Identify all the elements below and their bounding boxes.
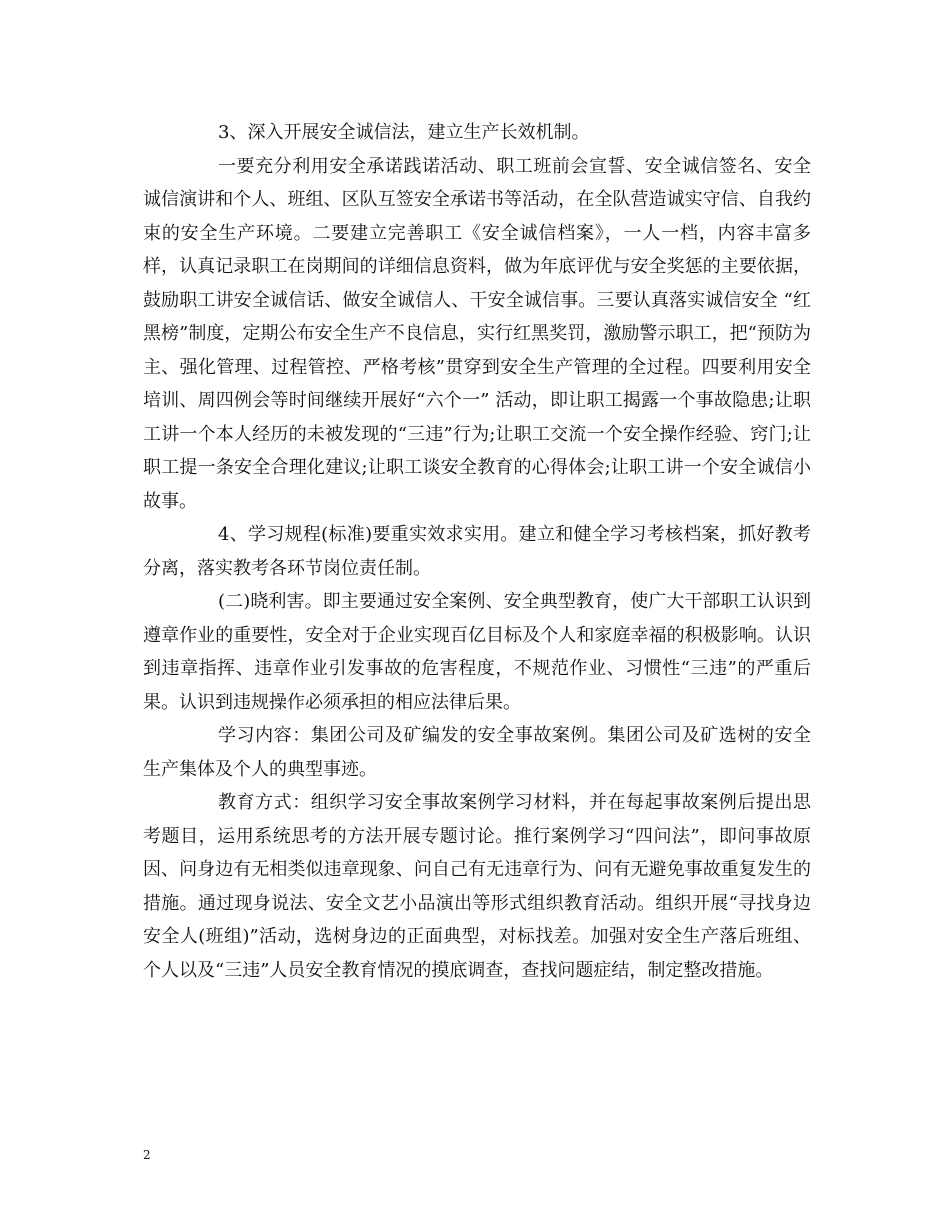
document-body — [143, 116, 811, 987]
paragraph-2: 一要充分利用安全承诺践诺活动、职工班前会宣誓、安全诚信签名、安全诚信演讲和个人、班组、区队互签安全承诺书等活动，在全队营造诚实守信、自我约束的安全生产环境。二要建立完善职工《安全诚信档案》，一人一档，内容丰富多样，认真记录职工在岗期间的详细信息资料，做为年底评优与安全奖惩的主要依据，鼓励职工讲安全诚信话、做安全诚信人、干安全诚信事。三要认真落实诚信安全 “红黑榜”制度，定期公布安全生产不良信息，实行红黑奖罚，激励警示职工，把“预防为主、强化管理、过程管控、严格考核”贯穿到安全生产管理的全过程。四要利用安全培训、周四例会等时间继续开展好“六个一” 活动，即让职工揭露一个事故隐患;让职工讲一个本人经历的未被发现的“三违”行为;让职工交流一个安全操作经验、窍门;让职工提一条安全合理化建议;让职工谈安全教育的心得体会;让职工讲一个安全诚信小故事。 — [143, 155, 811, 512]
page-number: 2 — [143, 1148, 151, 1162]
paragraph-5: 学习内容：集团公司及矿编发的安全事故案例。集团公司及矿选树的安全生产集体及个人的典型事迹。 — [143, 725, 811, 780]
paragraph-1: 3、深入开展安全诚信法，建立生产长效机制。 — [218, 122, 590, 143]
paragraph-6: 教育方式：组织学习安全事故案例学习材料，并在每起事故案例后提出思考题目，运用系统思考的方法开展专题讨论。推行案例学习“四问法”，即问事故原因、问身边有无相类似违章现象、问自己有无违章行为、问有无避免事故重复发生的措施。通过现身说法、安全文艺小品演出等形式组织教育活动。组织开展“寻找身边安全人(班组)”活动，选树身边的正面典型，对标找差。加强对安全生产落后班组、个人以及“三违”人员安全教育情况的摸底调查，查找问题症结，制定整改措施。 — [143, 792, 811, 981]
paragraph-4: (二)晓利害。即主要通过安全案例、安全典型教育，使广大干部职工认识到遵章作业的重要性，安全对于企业实现百亿目标及个人和家庭幸福的积极影响。认识到违章指挥、违章作业引发事故的危害程度，不规范作业、习惯性“三违”的严重后果。认识到违规操作必须承担的相应法律后果。 — [143, 591, 811, 713]
paragraph-3: 4、学习规程(标准)要重实效求实用。建立和健全学习考核档案，抓好教考分离，落实教考各环节岗位责任制。 — [143, 524, 811, 579]
